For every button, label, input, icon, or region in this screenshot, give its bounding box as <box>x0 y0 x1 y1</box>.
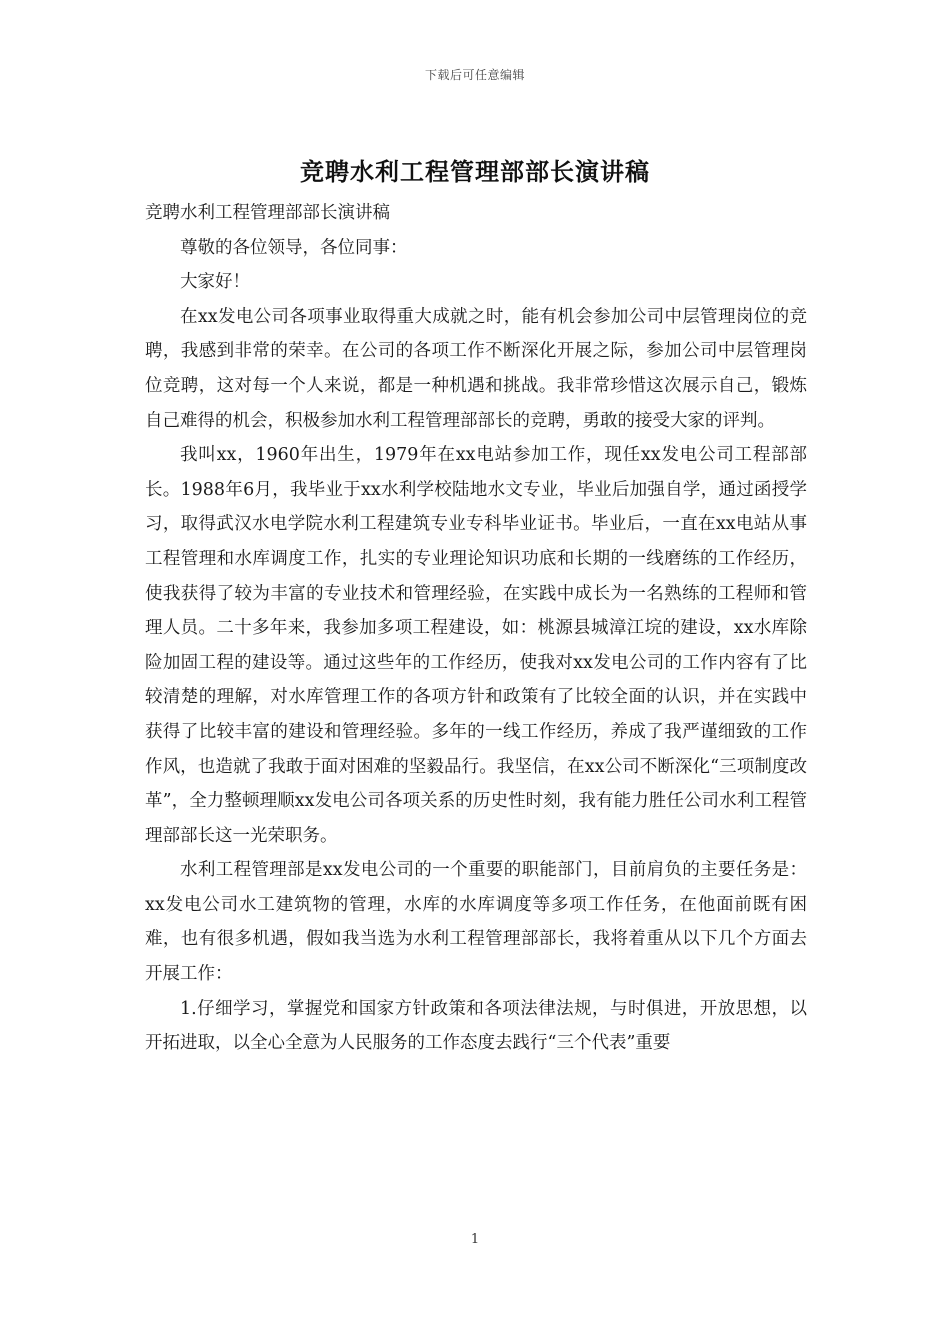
header-note: 下载后可任意编辑 <box>424 68 525 82</box>
department-paragraph: 水利工程管理部是xx发电公司的一个重要的职能部门，目前肩负的主要任务是：xx发电公司水工建筑物的管理，水库的水库调度等多项工作任务，在他面前既有困难，也有很多机遇，假如我当选为水利工程管理部部长，我将着重从以下几个方面去开展工作： <box>145 860 807 985</box>
document-body <box>145 196 807 1061</box>
subtitle-paragraph: 竞聘水利工程管理部部长演讲稿 <box>145 203 390 223</box>
page-number: 1 <box>470 1232 480 1247</box>
document-title: 竞聘水利工程管理部部长演讲稿 <box>300 157 650 186</box>
intro-paragraph: 在xx发电公司各项事业取得重大成就之时，能有机会参加公司中层管理岗位的竞聘，我感到非常的荣幸。在公司的各项工作不断深化开展之际，参加公司中层管理岗位竞聘，这对每一个人来说，都是一种机遇和挑战。我非常珍惜这次展示自己，锻炼自己难得的机会，积极参加水利工程管理部部长的竞聘，勇敢的接受大家的评判。 <box>145 306 807 431</box>
plan-item-paragraph: 1.仔细学习，掌握党和国家方针政策和各项法律法规，与时俱进，开放思想，以开拓进取，以全心全意为人民服务的工作态度去践行“三个代表”重要 <box>145 998 807 1054</box>
background-paragraph: 我叫xx，1960年出生，1979年在xx电站参加工作，现任xx发电公司工程部部长。1988年6月，我毕业于xx水利学校陆地水文专业，毕业后加强自学，通过函授学习，取得武汉水电学院水利工程建筑专业专科毕业证书。毕业后，一直在xx电站从事工程管理和水库调度工作，扎实的专业理论知识功底和长期的一线磨练的工作经历，使我获得了较为丰富的专业技术和管理经验，在实践中成长为一名熟练的工程师和管理人员。二十多年来，我参加多项工程建设，如：桃源县城漳江垸的建设，xx水库除险加固工程的建设等。通过这些年的工作经历，使我对xx发电公司的工作内容有了比较清楚的理解，对水库管理工作的各项方针和政策有了比较全面的认识，并在实践中获得了比较丰富的建设和管理经验。多年的一线工作经历，养成了我严谨细致的工作作风，也造就了我敢于面对困难的坚毅品行。我坚信，在xx公司不断深化“三项制度改革”，全力整顿理顺xx发电公司各项关系的历史性时刻，我有能力胜任公司水利工程管理部部长这一光荣职务。 <box>145 445 807 846</box>
salutation-paragraph: 尊敬的各位领导，各位同事： <box>180 237 408 258</box>
greeting-paragraph: 大家好！ <box>180 272 250 293</box>
